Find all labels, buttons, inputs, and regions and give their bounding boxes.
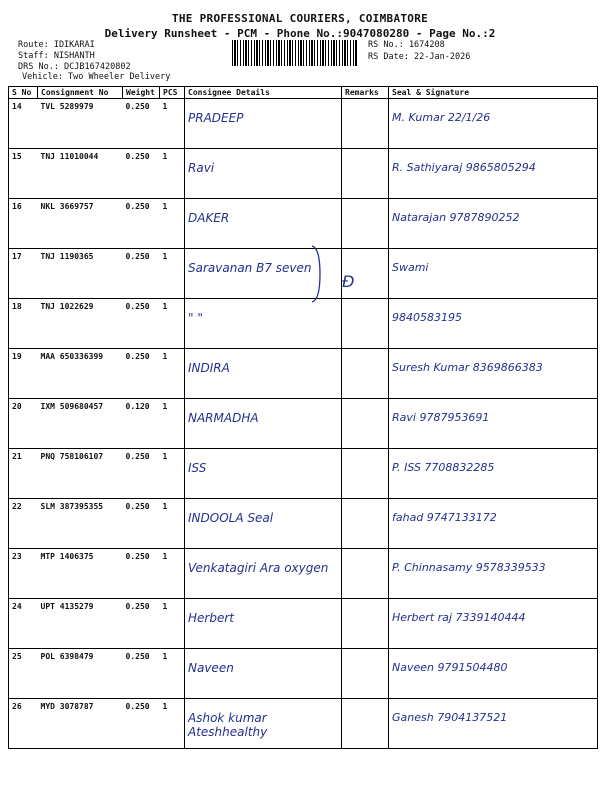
- row-pcs: 1: [160, 549, 185, 599]
- row-remarks: [342, 499, 389, 549]
- table-row: [9, 199, 598, 249]
- row-sno: 22: [9, 499, 38, 549]
- row-signature: Natarajan 9787890252: [389, 199, 598, 249]
- row-weight: 0.250: [123, 199, 160, 249]
- row-sno: 17: [9, 249, 38, 299]
- col-consignment: Consignment No: [38, 87, 123, 99]
- row-signature: Suresh Kumar 8369866383: [389, 349, 598, 399]
- row-signature: fahad 9747133172: [389, 499, 598, 549]
- row-weight: 0.250: [123, 449, 160, 499]
- row-signature: Naveen 9791504480: [389, 649, 598, 699]
- row-weight: 0.250: [123, 699, 160, 749]
- row-signature: Ravi 9787953691: [389, 399, 598, 449]
- row-consignment: POL 6398479: [38, 649, 123, 699]
- row-remarks: [342, 449, 389, 499]
- row-consignment: TNJ 1190365: [38, 249, 123, 299]
- row-consignment: IXM 509680457: [38, 399, 123, 449]
- row-signature: Ganesh 7904137521: [389, 699, 598, 749]
- row-weight: 0.250: [123, 599, 160, 649]
- row-signature: P. Chinnasamy 9578339533: [389, 549, 598, 599]
- row-consignment: TVL 5289979: [38, 99, 123, 149]
- table-header-row: [9, 87, 598, 99]
- row-sno: 19: [9, 349, 38, 399]
- row-consignment: SLM 387395355: [38, 499, 123, 549]
- row-consignee: INDIRA: [185, 349, 342, 399]
- row-pcs: 1: [160, 149, 185, 199]
- table-row: [9, 349, 598, 399]
- row-sno: 18: [9, 299, 38, 349]
- row-consignee: DAKER: [185, 199, 342, 249]
- row-pcs: 1: [160, 399, 185, 449]
- row-sno: 26: [9, 699, 38, 749]
- row-weight: 0.250: [123, 649, 160, 699]
- row-consignee: Venkatagiri Ara oxygen: [185, 549, 342, 599]
- row-weight: 0.250: [123, 299, 160, 349]
- row-consignee: Ravi: [185, 149, 342, 199]
- row-signature: M. Kumar 22/1/26: [389, 99, 598, 149]
- check-mark: Ð: [342, 272, 355, 291]
- table-row: [9, 699, 598, 749]
- row-sno: 24: [9, 599, 38, 649]
- col-consignee: Consignee Details: [185, 87, 342, 99]
- table-row: [9, 149, 598, 199]
- row-remarks: [342, 149, 389, 199]
- rs-date: RS Date: 22-Jan-2026: [368, 52, 471, 62]
- table-row: [9, 449, 598, 499]
- row-remarks: [342, 199, 389, 249]
- row-remarks: [342, 549, 389, 599]
- row-consignment: MTP 1406375: [38, 549, 123, 599]
- row-pcs: 1: [160, 649, 185, 699]
- row-weight: 0.250: [123, 549, 160, 599]
- row-remarks: [342, 649, 389, 699]
- row-weight: 0.250: [123, 499, 160, 549]
- table-row: [9, 299, 598, 349]
- row-consignee: Herbert: [185, 599, 342, 649]
- row-pcs: 1: [160, 199, 185, 249]
- table-row: [9, 549, 598, 599]
- row-sno: 25: [9, 649, 38, 699]
- row-signature: Swami: [389, 249, 598, 299]
- table-row: [9, 599, 598, 649]
- col-sno: S No: [9, 87, 38, 99]
- row-consignee: " ": [185, 299, 342, 349]
- row-consignment: MYD 3078787: [38, 699, 123, 749]
- row-pcs: 1: [160, 599, 185, 649]
- row-pcs: 1: [160, 299, 185, 349]
- row-consignment: TNJ 1022629: [38, 299, 123, 349]
- row-consignee: Saravanan B7 seven: [185, 249, 342, 299]
- vehicle-label: Vehicle: Two Wheeler Delivery: [22, 72, 171, 82]
- row-consignee: INDOOLA Seal: [185, 499, 342, 549]
- row-consignment: TNJ 11010044: [38, 149, 123, 199]
- table-row: [9, 499, 598, 549]
- row-sno: 23: [9, 549, 38, 599]
- row-weight: 0.250: [123, 149, 160, 199]
- row-signature: R. Sathiyaraj 9865805294: [389, 149, 598, 199]
- row-pcs: 1: [160, 699, 185, 749]
- drs-number: DRS No.: DCJB167420802: [18, 62, 131, 72]
- row-weight: 0.250: [123, 249, 160, 299]
- row-consignee: Naveen: [185, 649, 342, 699]
- barcode-image: [232, 40, 358, 66]
- row-sno: 21: [9, 449, 38, 499]
- table-row: [9, 99, 598, 149]
- row-signature: Herbert raj 7339140444: [389, 599, 598, 649]
- row-sno: 20: [9, 399, 38, 449]
- row-pcs: 1: [160, 499, 185, 549]
- row-consignee: Ashok kumar Ateshhealthy: [185, 699, 342, 749]
- page-title: THE PROFESSIONAL COURIERS, COIMBATORE: [171, 12, 429, 25]
- runsheet-table: [8, 86, 598, 749]
- col-pcs: PCS: [160, 87, 185, 99]
- col-weight: Weight: [123, 87, 160, 99]
- col-signature: Seal & Signature: [389, 87, 598, 99]
- row-sno: 15: [9, 149, 38, 199]
- rs-number: RS No.: 1674208: [368, 40, 445, 50]
- row-consignee: PRADEEP: [185, 99, 342, 149]
- row-weight: 0.120: [123, 399, 160, 449]
- row-sno: 14: [9, 99, 38, 149]
- staff-label: Staff: NISHANTH: [18, 51, 95, 61]
- row-remarks: [342, 299, 389, 349]
- row-signature: 9840583195: [389, 299, 598, 349]
- row-remarks: [342, 699, 389, 749]
- table-row: [9, 649, 598, 699]
- row-pcs: 1: [160, 449, 185, 499]
- row-remarks: [342, 99, 389, 149]
- row-sno: 16: [9, 199, 38, 249]
- row-pcs: 1: [160, 99, 185, 149]
- table-row: [9, 249, 598, 299]
- row-pcs: 1: [160, 249, 185, 299]
- row-signature: P. ISS 7708832285: [389, 449, 598, 499]
- row-remarks: [342, 349, 389, 399]
- bracket-mark: [310, 244, 330, 304]
- row-weight: 0.250: [123, 99, 160, 149]
- route-label: Route: IDIKARAI: [18, 40, 95, 50]
- row-consignment: UPT 4135279: [38, 599, 123, 649]
- row-pcs: 1: [160, 349, 185, 399]
- row-remarks: [342, 599, 389, 649]
- col-remarks: Remarks: [342, 87, 389, 99]
- row-consignee: ISS: [185, 449, 342, 499]
- row-remarks: [342, 399, 389, 449]
- runsheet-subtitle: Delivery Runsheet - PCM - Phone No.:9047080280 - Page No.:2: [104, 27, 496, 40]
- row-consignee: NARMADHA: [185, 399, 342, 449]
- table-row: [9, 399, 598, 449]
- row-weight: 0.250: [123, 349, 160, 399]
- row-consignment: PNQ 758106107: [38, 449, 123, 499]
- row-consignment: NKL 3669757: [38, 199, 123, 249]
- row-consignment: MAA 650336399: [38, 349, 123, 399]
